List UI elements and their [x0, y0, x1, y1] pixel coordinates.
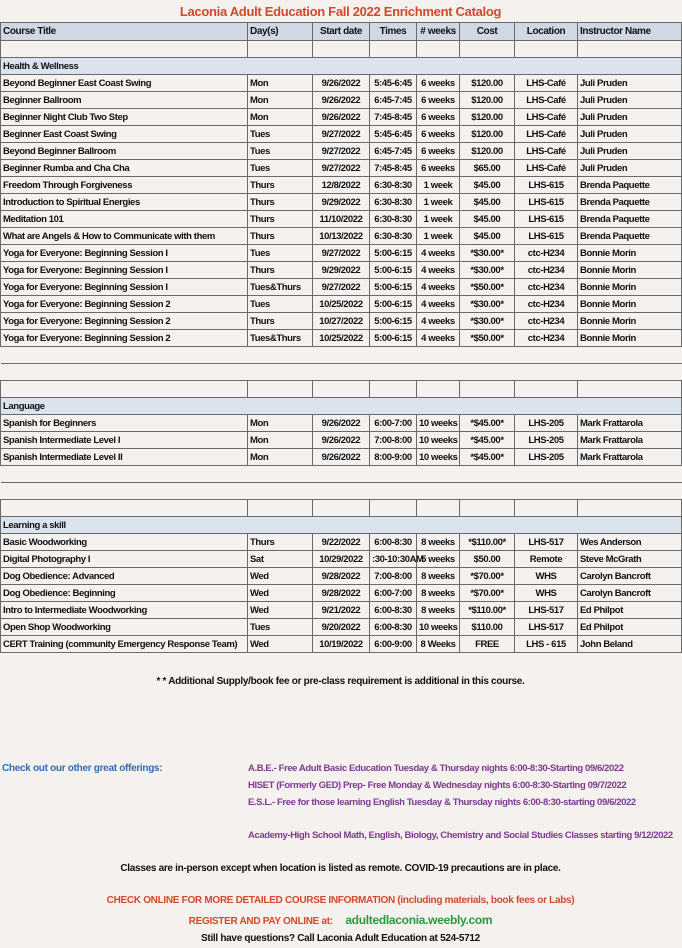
course-cell: Yoga for Everyone: Beginning Session I	[1, 245, 248, 262]
in-person-note: Classes are in-person except when location is listed as remote. COVID-19 precautions are in place.	[120, 863, 561, 874]
col-header-location: Location	[515, 23, 578, 41]
course-cell: Tues	[248, 245, 313, 262]
course-cell: *$70.00*	[460, 568, 515, 585]
course-cell: LHS-Café	[515, 75, 578, 92]
course-cell: 4 weeks	[417, 313, 460, 330]
course-cell: 9/26/2022	[313, 449, 370, 466]
course-cell: Tues	[248, 143, 313, 160]
offering-abe: A.B.E.- Free Adult Basic Education Tuesday & Thursday nights 6:00-8:30-Starting 09/6/2022	[248, 763, 624, 774]
course-row	[1, 262, 682, 279]
course-cell: Dog Obedience: Advanced	[1, 568, 248, 585]
catalog-title: Laconia Adult Education Fall 2022 Enrichment Catalog	[179, 4, 502, 19]
course-cell: *$45.00*	[460, 415, 515, 432]
course-cell: 4 weeks	[417, 279, 460, 296]
course-cell: LHS-Café	[515, 160, 578, 177]
course-cell: CERT Training (community Emergency Response Team)	[1, 636, 248, 653]
course-cell: 10 weeks	[417, 432, 460, 449]
spacer-row	[1, 483, 682, 500]
course-cell: Remote	[515, 551, 578, 568]
course-cell: LHS-615	[515, 211, 578, 228]
course-cell: 9/26/2022	[313, 415, 370, 432]
course-row	[1, 245, 682, 262]
course-cell: 1 week	[417, 211, 460, 228]
course-cell: Juli Pruden	[578, 75, 682, 92]
course-row	[1, 313, 682, 330]
course-cell: LHS-517	[515, 534, 578, 551]
course-cell: Mon	[248, 449, 313, 466]
spacer-row	[1, 381, 682, 398]
course-cell: Thurs	[248, 228, 313, 245]
course-cell: What are Angels & How to Communicate with them	[1, 228, 248, 245]
course-cell: John Beland	[578, 636, 682, 653]
course-cell: 6:00-7:00	[370, 585, 417, 602]
course-cell: 8 weeks	[417, 585, 460, 602]
course-cell: Wed	[248, 585, 313, 602]
course-cell: 6:30-8:30	[370, 194, 417, 211]
course-cell: ctc-H234	[515, 245, 578, 262]
course-cell: LHS-517	[515, 602, 578, 619]
course-cell: 9/27/2022	[313, 279, 370, 296]
course-cell: Ed Philpot	[578, 619, 682, 636]
course-cell: Bonnie Morin	[578, 313, 682, 330]
register-label: REGISTER AND PAY ONLINE at:	[188, 916, 333, 927]
col-header-instructor: Instructor Name	[578, 23, 682, 41]
course-cell: Wes Anderson	[578, 534, 682, 551]
course-cell: Carolyn Bancroft	[578, 568, 682, 585]
course-cell: 6 weeks	[417, 160, 460, 177]
course-cell: LHS-615	[515, 177, 578, 194]
course-row	[1, 211, 682, 228]
course-cell: Brenda Paquette	[578, 194, 682, 211]
course-cell: Thurs	[248, 194, 313, 211]
course-cell: Thurs	[248, 211, 313, 228]
course-cell: 1 week	[417, 194, 460, 211]
course-row	[1, 143, 682, 160]
course-cell: 6 weeks	[417, 92, 460, 109]
questions-contact: Still have questions? Call Laconia Adult Education at 524-5712	[201, 933, 480, 944]
course-cell: Juli Pruden	[578, 126, 682, 143]
course-cell: Tues	[248, 619, 313, 636]
course-cell: $50.00	[460, 551, 515, 568]
course-cell: Yoga for Everyone: Beginning Session I	[1, 262, 248, 279]
course-cell: 6:30-8:30	[370, 177, 417, 194]
course-cell: 6 weeks	[417, 75, 460, 92]
course-cell: LHS-615	[515, 194, 578, 211]
supply-fee-footnote: * * Additional Supply/book fee or pre-class requirement is additional in this course.	[156, 676, 525, 687]
course-cell: 5:00-6:15	[370, 313, 417, 330]
course-cell: Thurs	[248, 534, 313, 551]
course-cell: $65.00	[460, 160, 515, 177]
course-cell: Beginner East Coast Swing	[1, 126, 248, 143]
course-cell: 6:00-8:30	[370, 534, 417, 551]
course-cell: 6:00-8:30	[370, 619, 417, 636]
course-cell: Bonnie Morin	[578, 296, 682, 313]
course-cell: WHS	[515, 585, 578, 602]
course-cell: Tues	[248, 160, 313, 177]
course-cell: Open Shop Woodworking	[1, 619, 248, 636]
course-cell: Introduction to Spiritual Energies	[1, 194, 248, 211]
course-cell: ctc-H234	[515, 296, 578, 313]
course-row	[1, 75, 682, 92]
course-cell: Mon	[248, 92, 313, 109]
course-cell: 10 weeks	[417, 619, 460, 636]
course-cell: *$110.00*	[460, 534, 515, 551]
course-cell: *$30.00*	[460, 262, 515, 279]
course-cell: 10/19/2022	[313, 636, 370, 653]
course-cell: 1 week	[417, 177, 460, 194]
course-cell: 9/26/2022	[313, 109, 370, 126]
course-cell: *$50.00*	[460, 330, 515, 347]
course-cell: 6:30-8:30	[370, 228, 417, 245]
course-cell: 6:00-7:00	[370, 415, 417, 432]
course-cell: 10/25/2022	[313, 296, 370, 313]
course-cell: 5:00-6:15	[370, 296, 417, 313]
course-cell: 9/27/2022	[313, 160, 370, 177]
course-cell: Tues&Thurs	[248, 330, 313, 347]
course-cell: Juli Pruden	[578, 109, 682, 126]
spacer-row	[1, 466, 682, 483]
course-cell: 6:00-8:30	[370, 602, 417, 619]
spacer-row	[1, 500, 682, 517]
course-cell: 10/25/2022	[313, 330, 370, 347]
course-row	[1, 415, 682, 432]
course-cell: ctc-H234	[515, 262, 578, 279]
course-row	[1, 296, 682, 313]
course-row	[1, 279, 682, 296]
course-cell: Tues	[248, 126, 313, 143]
course-cell: Yoga for Everyone: Beginning Session 2	[1, 296, 248, 313]
course-cell: 9/22/2022	[313, 534, 370, 551]
spacer-row	[1, 364, 682, 381]
course-cell: 6:30-8:30	[370, 211, 417, 228]
course-cell: 5:45-6:45	[370, 126, 417, 143]
course-cell: 7:00-8:00	[370, 568, 417, 585]
col-header-times: Times	[370, 23, 417, 41]
course-row	[1, 109, 682, 126]
course-cell: 10/29/2022	[313, 551, 370, 568]
course-cell: 7:45-8:45	[370, 109, 417, 126]
course-cell: ctc-H234	[515, 279, 578, 296]
course-cell: *$30.00*	[460, 313, 515, 330]
course-cell: Basic Woodworking	[1, 534, 248, 551]
course-cell: Tues&Thurs	[248, 279, 313, 296]
col-header-course-title: Course Title	[1, 23, 248, 41]
course-cell: *$45.00*	[460, 449, 515, 466]
section-title: Language	[1, 398, 682, 415]
course-cell: Freedom Through Forgiveness	[1, 177, 248, 194]
course-cell: 5:00-6:15	[370, 279, 417, 296]
course-cell: Yoga for Everyone: Beginning Session 2	[1, 330, 248, 347]
course-cell: Mon	[248, 109, 313, 126]
course-cell: $120.00	[460, 75, 515, 92]
course-cell: Intro to Intermediate Woodworking	[1, 602, 248, 619]
course-cell: 9/26/2022	[313, 432, 370, 449]
course-row	[1, 228, 682, 245]
course-cell: $110.00	[460, 619, 515, 636]
course-cell: LHS-Café	[515, 143, 578, 160]
course-cell: *$50.00*	[460, 279, 515, 296]
section-title: Learning a skill	[1, 517, 682, 534]
table-header-row	[1, 23, 682, 41]
course-cell: $120.00	[460, 109, 515, 126]
course-cell: *$30.00*	[460, 245, 515, 262]
course-cell: 6:45-7:45	[370, 92, 417, 109]
register-line	[0, 913, 681, 927]
course-row	[1, 126, 682, 143]
course-cell: 8 Weeks	[417, 636, 460, 653]
course-cell: 7:45-8:45	[370, 160, 417, 177]
offering-esl: E.S.L.- Free for those learning English Tuesday & Thursday nights 6:00-8:30-starting 09/6/2022	[248, 797, 636, 808]
course-row	[1, 636, 682, 653]
course-cell: 9/27/2022	[313, 126, 370, 143]
course-cell: Thurs	[248, 262, 313, 279]
course-cell: Wed	[248, 636, 313, 653]
course-cell: Wed	[248, 602, 313, 619]
course-cell: :30-10:30AM	[370, 551, 417, 568]
course-cell: Bonnie Morin	[578, 279, 682, 296]
course-row	[1, 160, 682, 177]
course-cell: Steve McGrath	[578, 551, 682, 568]
course-cell: LHS - 615	[515, 636, 578, 653]
course-cell: 6:00-9:00	[370, 636, 417, 653]
register-url[interactable]: adultedlaconia.weebly.com	[345, 913, 493, 927]
course-cell: 4 weeks	[417, 245, 460, 262]
course-cell: 7:00-8:00	[370, 432, 417, 449]
course-cell: 9/26/2022	[313, 75, 370, 92]
course-cell: Mon	[248, 415, 313, 432]
course-cell: Digital Photography I	[1, 551, 248, 568]
section-header	[1, 398, 682, 415]
course-cell: Brenda Paquette	[578, 211, 682, 228]
course-cell: LHS-205	[515, 432, 578, 449]
course-cell: $120.00	[460, 143, 515, 160]
course-cell: Dog Obedience: Beginning	[1, 585, 248, 602]
course-cell: Juli Pruden	[578, 143, 682, 160]
course-cell: Thurs	[248, 313, 313, 330]
course-cell: *$110.00*	[460, 602, 515, 619]
course-cell: FREE	[460, 636, 515, 653]
course-cell: 1 week	[417, 228, 460, 245]
course-row	[1, 619, 682, 636]
course-cell: Beginner Ballroom	[1, 92, 248, 109]
course-cell: $45.00	[460, 177, 515, 194]
course-cell: 5:00-6:15	[370, 245, 417, 262]
course-cell: WHS	[515, 568, 578, 585]
course-row	[1, 602, 682, 619]
course-row	[1, 568, 682, 585]
course-cell: 9/26/2022	[313, 92, 370, 109]
course-cell: 8 weeks	[417, 534, 460, 551]
course-cell: 10 weeks	[417, 415, 460, 432]
course-cell: LHS-205	[515, 449, 578, 466]
course-row	[1, 585, 682, 602]
course-cell: 6 weeks	[417, 126, 460, 143]
course-cell: Thurs	[248, 177, 313, 194]
course-cell: 10 weeks	[417, 449, 460, 466]
course-cell: Mon	[248, 75, 313, 92]
course-cell: 8:00-9:00	[370, 449, 417, 466]
course-cell: 9/28/2022	[313, 585, 370, 602]
course-row	[1, 432, 682, 449]
course-cell: Bonnie Morin	[578, 245, 682, 262]
spacer-row	[1, 347, 682, 364]
course-cell: Sat	[248, 551, 313, 568]
course-cell: Spanish Intermediate Level II	[1, 449, 248, 466]
col-header-cost: Cost	[460, 23, 515, 41]
course-cell: Mon	[248, 432, 313, 449]
course-row	[1, 449, 682, 466]
course-cell: *$45.00*	[460, 432, 515, 449]
offering-academy: Academy-High School Math, English, Biology, Chemistry and Social Studies Classes starting 9/12/2022	[248, 830, 673, 841]
online-info: CHECK ONLINE FOR MORE DETAILED COURSE INFORMATION (including materials, book fees or Labs)	[106, 895, 575, 906]
course-cell: Ed Philpot	[578, 602, 682, 619]
course-cell: 4 weeks	[417, 262, 460, 279]
course-cell: 10/27/2022	[313, 313, 370, 330]
course-cell: 5:00-6:15	[370, 330, 417, 347]
course-cell: Spanish Intermediate Level I	[1, 432, 248, 449]
course-cell: *$70.00*	[460, 585, 515, 602]
course-cell: Wed	[248, 568, 313, 585]
course-table	[0, 22, 682, 653]
course-row	[1, 194, 682, 211]
course-cell: 12/8/2022	[313, 177, 370, 194]
course-cell: Beginner Night Club Two Step	[1, 109, 248, 126]
course-cell: Mark Frattarola	[578, 415, 682, 432]
course-cell: 8 weeks	[417, 602, 460, 619]
course-cell: Carolyn Bancroft	[578, 585, 682, 602]
course-row	[1, 534, 682, 551]
course-cell: 5:45-6:45	[370, 75, 417, 92]
other-offerings-heading: Check out our other great offerings:	[2, 763, 163, 774]
course-cell: LHS-615	[515, 228, 578, 245]
course-cell: 4 weeks	[417, 330, 460, 347]
course-row	[1, 551, 682, 568]
section-header	[1, 58, 682, 75]
course-cell: Bonnie Morin	[578, 330, 682, 347]
course-cell: Yoga for Everyone: Beginning Session 2	[1, 313, 248, 330]
course-cell: $120.00	[460, 92, 515, 109]
course-cell: Mark Frattarola	[578, 449, 682, 466]
section-header	[1, 517, 682, 534]
course-cell: 11/10/2022	[313, 211, 370, 228]
course-cell: $45.00	[460, 211, 515, 228]
course-cell: 9/21/2022	[313, 602, 370, 619]
course-cell: 9/29/2022	[313, 194, 370, 211]
course-cell: 9/27/2022	[313, 143, 370, 160]
col-header-days: Day(s)	[248, 23, 313, 41]
course-cell: Beyond Beginner Ballroom	[1, 143, 248, 160]
course-cell: $45.00	[460, 228, 515, 245]
course-cell: $45.00	[460, 194, 515, 211]
course-cell: 9/20/2022	[313, 619, 370, 636]
course-cell: *$30.00*	[460, 296, 515, 313]
course-cell: 9/28/2022	[313, 568, 370, 585]
course-cell: ctc-H234	[515, 330, 578, 347]
course-cell: 8 weeks	[417, 568, 460, 585]
course-cell: Juli Pruden	[578, 160, 682, 177]
course-row	[1, 177, 682, 194]
course-cell: Spanish for Beginners	[1, 415, 248, 432]
course-cell: Meditation 101	[1, 211, 248, 228]
course-cell: Beginner Rumba and Cha Cha	[1, 160, 248, 177]
course-cell: LHS-517	[515, 619, 578, 636]
course-cell: 9/27/2022	[313, 245, 370, 262]
course-cell: Brenda Paquette	[578, 228, 682, 245]
course-cell: LHS-Café	[515, 92, 578, 109]
offering-hiset: HISET (Formerly GED) Prep- Free Monday & Wednesday nights 6:00-8:30-Starting 09/7/2022	[248, 780, 627, 791]
course-cell: 5 weeks	[417, 551, 460, 568]
course-cell: 10/13/2022	[313, 228, 370, 245]
course-cell: 5:00-6:15	[370, 262, 417, 279]
course-cell: Yoga for Everyone: Beginning Session I	[1, 279, 248, 296]
course-row	[1, 92, 682, 109]
course-cell: Tues	[248, 296, 313, 313]
course-cell: LHS-Café	[515, 109, 578, 126]
course-cell: 9/29/2022	[313, 262, 370, 279]
course-cell: Bonnie Morin	[578, 262, 682, 279]
course-cell: Mark Frattarola	[578, 432, 682, 449]
course-cell: 6:45-7:45	[370, 143, 417, 160]
course-cell: LHS-Café	[515, 126, 578, 143]
course-row	[1, 330, 682, 347]
spacer-row	[1, 41, 682, 58]
section-title: Health & Wellness	[1, 58, 682, 75]
col-header-weeks: # weeks	[417, 23, 460, 41]
course-cell: LHS-205	[515, 415, 578, 432]
course-cell: $120.00	[460, 126, 515, 143]
course-cell: ctc-H234	[515, 313, 578, 330]
course-cell: Beyond Beginner East Coast Swing	[1, 75, 248, 92]
course-cell: 4 weeks	[417, 296, 460, 313]
course-cell: 6 weeks	[417, 109, 460, 126]
course-cell: Juli Pruden	[578, 92, 682, 109]
course-cell: 6 weeks	[417, 143, 460, 160]
col-header-start-date: Start date	[313, 23, 370, 41]
course-cell: Brenda Paquette	[578, 177, 682, 194]
